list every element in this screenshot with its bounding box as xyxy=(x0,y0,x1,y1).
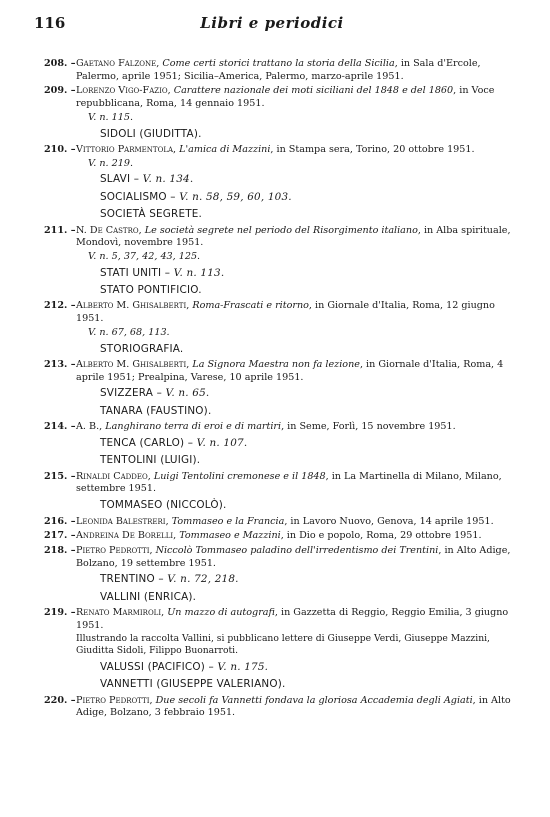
entry-citation: A. B., Langhirano terra di eroi e di martiri, in Seme, Forlì, 15 novembre 1951. xyxy=(76,421,456,433)
subject-heading xyxy=(44,677,512,692)
cross-reference: V. n. 134. xyxy=(142,173,194,186)
entry-title: Tommaseo e la Francia xyxy=(171,515,285,527)
entry-citation: Rinaldi Caddeo, Luigi Tentolini cremonese e il 1848, in La Martinella di Milano, Milano, settembre 1951. xyxy=(76,470,502,495)
cross-reference: V. n. 115. xyxy=(88,111,133,123)
subject-heading-text: SIDOLI (GIUDITTA). xyxy=(100,127,202,140)
entry-number: 216. – xyxy=(44,515,76,527)
entry-publication: , in Sala d'Ercole, Palermo, aprile 1951; Sicilia–America, Palermo, marzo-aprile 1951. xyxy=(76,58,481,82)
page-number: 116 xyxy=(34,14,66,32)
subject-heading xyxy=(44,404,512,419)
bibliography-entry xyxy=(44,695,512,720)
entry-number: 213. – xyxy=(44,358,76,370)
entry-citation: Pietro Pedrotti, Due secoli fa Vannetti fondava la gloriosa Accademia degli Agiati, in Alto Adige, Bolzano, 3 febbraio 1951. xyxy=(76,694,511,719)
entry-publication: , in Voce repubblicana, Roma, 14 gennaio 1951. xyxy=(76,85,495,110)
subject-heading-text: STATO PONTIFICIO. xyxy=(100,284,202,297)
bibliography-entry xyxy=(44,300,512,339)
cross-reference: V. n. 67, 68, 113. xyxy=(88,326,170,338)
entry-citation: Alberto M. Ghisalberti, La Signora Maestra non fa lezione, in Giornale d'Italia, Roma, 4 aprile 1951; Prealpina, Varese, 10 aprile 1951. xyxy=(76,358,504,383)
bibliography-entry xyxy=(44,85,512,124)
entry-publication: , in Dio e popolo, Roma, 29 ottobre 1951. xyxy=(280,530,482,542)
subject-heading-text: TOMMASEO (NICCOLÒ). xyxy=(100,499,227,512)
entry-number: 214. – xyxy=(44,421,76,433)
entry-note: Illustrando la raccolta Vallini, si pubblicano lettere di Giuseppe Verdi, Giuseppe Mazzini, Giuditta Sidoli, Filippo Buonarroti. xyxy=(76,632,490,657)
entry-citation: Andreina De Borelli, Tommaseo e Mazzini, in Dio e popolo, Roma, 29 ottobre 1951. xyxy=(76,530,482,542)
page-header xyxy=(34,14,510,36)
cross-reference: V. n. 65. xyxy=(165,387,210,400)
entry-number: 219. – xyxy=(44,607,76,619)
entry-author: Leonida Balestreri xyxy=(76,515,166,527)
subject-heading xyxy=(44,453,512,468)
entry-citation: Pietro Pedrotti, Niccolò Tommaseo paladino dell'irredentismo dei Trentini, in Alto Adige, Bolzano, 19 settembre 1951. xyxy=(76,544,511,569)
entry-title: Luigi Tentolini cremonese e il 1848 xyxy=(153,470,326,482)
bibliography-entry xyxy=(44,225,512,264)
entry-title: Carattere nazionale dei moti siciliani del 1848 e del 1860 xyxy=(173,85,454,97)
subject-heading-text: SLAVI – xyxy=(100,173,143,186)
subject-heading xyxy=(44,207,512,222)
bibliography-entry xyxy=(44,530,512,543)
entry-publication: , in Giornale d'Italia, Roma, 12 giugno 1951. xyxy=(76,300,495,325)
entry-citation: Leonida Balestreri, Tommaseo e la Francia, in Lavoro Nuovo, Genova, 14 aprile 1951. xyxy=(76,515,494,527)
subject-heading-text: TANARA (FAUSTINO). xyxy=(100,404,212,417)
entry-title: Roma-Frascati e ritorno xyxy=(192,300,309,312)
entry-author: Renato Marmiroli xyxy=(76,607,162,619)
entry-author: Andreina De Borelli xyxy=(76,530,174,542)
entry-author: Lorenzo Vigo-Fazio xyxy=(76,85,168,97)
entry-publication: , in Gazzetta di Reggio, Reggio Emilia, 3 giugno 1951. xyxy=(76,607,509,631)
subject-heading xyxy=(44,572,512,587)
entry-title: L'amica di Mazzini xyxy=(179,143,271,155)
entry-author: Vittorio Parmentola xyxy=(76,143,174,155)
entry-publication: , in Seme, Forlì, 15 novembre 1951. xyxy=(281,421,456,433)
entry-author: Pietro Pedrotti xyxy=(76,694,150,706)
bibliography-entry xyxy=(44,359,512,384)
cross-reference: V. n. 58, 59, 60, 103. xyxy=(179,190,292,203)
entry-author: Gaetano Falzone xyxy=(76,58,157,69)
entry-author: Pietro Pedrotti xyxy=(76,544,150,556)
bibliography-entry xyxy=(44,58,512,83)
subject-heading-text: TRENTINO – xyxy=(100,573,168,586)
subject-heading xyxy=(44,436,512,451)
subject-heading xyxy=(44,127,512,142)
subject-heading xyxy=(44,386,512,401)
subject-heading xyxy=(44,342,512,357)
cross-reference: V. n. 219. xyxy=(88,157,133,169)
entry-title: Le società segrete nel periodo del Risorgimento italiano xyxy=(144,224,418,236)
entry-citation: Vittorio Parmentola, L'amica di Mazzini, in Stampa sera, Torino, 20 ottobre 1951. V. n. 219. xyxy=(76,144,512,170)
subject-heading xyxy=(44,172,512,187)
cross-reference: V. n. 72, 218. xyxy=(167,573,239,586)
entry-title: Langhirano terra di eroi e di martiri xyxy=(105,421,282,433)
entry-title: Come certi storici trattano la storia della Sicilia xyxy=(162,58,395,69)
entry-title: La Signora Maestra non fa lezione xyxy=(192,358,360,370)
subject-heading-text: VALLINI (ENRICA). xyxy=(100,590,197,603)
subject-heading-text: TENTOLINI (LUIGI). xyxy=(100,454,201,467)
entry-publication: , in Alto Adige, Bolzano, 19 settembre 1951. xyxy=(76,544,511,569)
subject-heading-text: SOCIETÀ SEGRETE. xyxy=(100,208,203,221)
entry-title: Due secoli fa Vannetti fondava la gloriosa Accademia degli Agiati xyxy=(155,694,473,706)
subject-heading-text: STORIOGRAFIA. xyxy=(100,342,184,355)
entry-citation: Alberto M. Ghisalberti, Roma-Frascati e ritorno, in Giornale d'Italia, Roma, 12 giugno 1951. V. n. 67, 68, 113. xyxy=(76,300,512,339)
cross-reference: V. n. 113. xyxy=(173,266,225,279)
entry-citation: Renato Marmiroli, Un mazzo di autografi, in Gazzetta di Reggio, Reggio Emilia, 3 giugno 1951. Illustrando la raccolta Vallini, si pubblicano lettere di Giuseppe Verdi, Giuseppe Mazzini, Giuditta Sidoli, Filippo Buonarroti. xyxy=(76,607,512,658)
entry-author: A. B. xyxy=(76,421,100,433)
entry-number: 215. – xyxy=(44,470,76,482)
entry-publication: , in Alto Adige, Bolzano, 3 febbraio 1951. xyxy=(76,694,511,719)
bibliography-entry xyxy=(44,516,512,529)
entry-author: Alberto M. Ghisalberti xyxy=(76,300,187,312)
entry-number: 210. – xyxy=(44,143,76,155)
subject-heading xyxy=(44,590,512,605)
subject-heading-text: SVIZZERA – xyxy=(100,387,166,400)
bibliography-entry xyxy=(44,144,512,170)
entry-title: Niccolò Tommaseo paladino dell'irredentismo dei Trentini xyxy=(155,544,439,556)
entry-publication: , in Giornale d'Italia, Roma, 4 aprile 1951; Prealpina, Varese, 10 aprile 1951. xyxy=(76,358,504,383)
subject-heading-text: VANNETTI (GIUSEPPE VALERIANO). xyxy=(100,678,286,691)
entry-citation: Gaetano Falzone, Come certi storici trattano la storia della Sicilia, in Sala d'Ercole, Palermo, aprile 1951; Sicilia–America, Palermo, marzo-aprile 1951. xyxy=(76,58,481,82)
bibliography-entry xyxy=(44,471,512,496)
entry-publication: , in Lavoro Nuovo, Genova, 14 aprile 1951. xyxy=(284,515,494,527)
entry-number: 218. – xyxy=(44,544,76,556)
entry-author: N. De Castro xyxy=(76,224,139,236)
entry-number: 217. – xyxy=(44,530,76,542)
subject-heading-text: TENCA (CARLO) – xyxy=(100,436,197,449)
running-title: Libri e periodici xyxy=(200,14,344,32)
subject-heading xyxy=(44,283,512,298)
entry-title: Un mazzo di autografi xyxy=(167,607,275,619)
subject-heading-text: SOCIALISMO – xyxy=(100,190,180,203)
bibliography-entry xyxy=(44,545,512,570)
subject-heading-text: VALUSSI (PACIFICO) – xyxy=(100,660,218,673)
entry-citation: N. De Castro, Le società segrete nel periodo del Risorgimento italiano, in Alba spirituale, Mondovì, novembre 1951. V. n. 5, 37, 42, 43, 125. xyxy=(76,224,511,262)
subject-heading xyxy=(44,266,512,281)
entry-publication: , in La Martinella di Milano, Milano, settembre 1951. xyxy=(76,470,502,495)
entry-citation: Lorenzo Vigo-Fazio, Carattere nazionale dei moti siciliani del 1848 e del 1860, in Voce repubblicana, Roma, 14 gennaio 1951. V. n. 115. xyxy=(76,85,512,124)
entry-title: Tommaseo e Mazzini xyxy=(179,530,281,542)
bibliography-list xyxy=(44,58,512,722)
cross-reference: V. n. 5, 37, 42, 43, 125. xyxy=(88,250,201,262)
subject-heading xyxy=(44,190,512,205)
bibliography-entry xyxy=(44,421,512,434)
entry-author: Alberto M. Ghisalberti xyxy=(76,358,187,370)
subject-heading xyxy=(44,498,512,513)
subject-heading-text: STATI UNITI – xyxy=(100,266,174,279)
subject-heading xyxy=(44,660,512,675)
bibliography-entry xyxy=(44,607,512,658)
entry-author: Rinaldi Caddeo xyxy=(76,470,148,482)
entry-number: 212. – xyxy=(44,300,76,312)
cross-reference: V. n. 175. xyxy=(217,660,269,673)
entry-number: 208. – xyxy=(44,58,76,69)
entry-number: 220. – xyxy=(44,694,76,706)
entry-number: 211. – xyxy=(44,224,76,236)
entry-publication: , in Stampa sera, Torino, 20 ottobre 1951. xyxy=(270,143,475,155)
entry-publication: , in Alba spirituale, Mondovì, novembre 1951. xyxy=(76,224,511,249)
cross-reference: V. n. 107. xyxy=(196,436,248,449)
entry-number: 209. – xyxy=(44,85,76,97)
